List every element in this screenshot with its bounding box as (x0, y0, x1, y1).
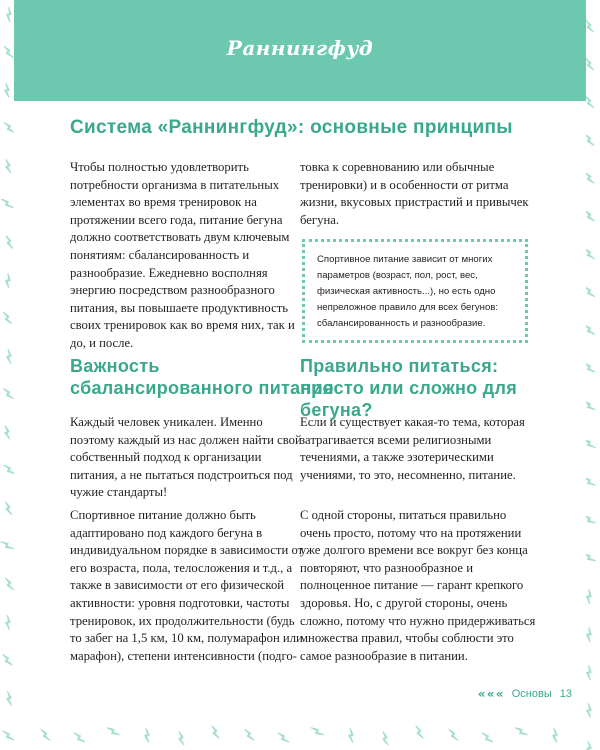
intro-right-paragraph: товка к соревнованию или обычные тренировки) и в особенности от ритма жизни, вкусовых пристрастий и привычек бегуна. (300, 160, 529, 227)
section-right-paragraph-1: Если и существует какая-то тема, которая затрагивается всеми религиозными течениями, а также эзотерическими учениями, то это, несомненно, питание. (300, 415, 525, 482)
header-banner (14, 0, 586, 101)
section-right-heading-line2: просто или сложно для бегуна? (300, 378, 518, 420)
tip-box: Спортивное питание зависит от многих параметров (возраст, пол, рост, вес, физическая активность...), но есть одно непреложное правило для всех бегунов: сбалансированность и разнообразие. (302, 239, 528, 343)
footer-section-label: Основы (511, 688, 552, 700)
section-left-paragraph-2: Спортивное питание должно быть адаптировано под каждого бегуна в индивидуальном порядке в зависимости от его возраста, пола, телосложения и т.д., а также в зависимости от его физической активности: уровня подготовки, частоты тренировок, их продолжительности (будь то забег на 1,5 км, 10 км, полумарафон или марафон), степени интенсивности (подго- (70, 508, 304, 663)
section-left-heading (70, 355, 334, 399)
section-right-heading-line1: Правильно питаться: (300, 356, 499, 376)
page-number: 13 (559, 688, 572, 700)
section-left-heading-line1: Важность (70, 356, 160, 376)
main-heading: Система «Раннингфуд»: основные принципы (70, 117, 513, 138)
section-right-heading (300, 355, 586, 421)
intro-left-paragraph: Чтобы полностью удовлетворить потребности организма в питательных элементах во время тренировок на протяжении всего года, питание бегуна должно соответствовать двум ключевым понятиям: сбалансированность и разнообразие. Ежедневно восполняя энергию посредством разнообразного питания, вы повышаете продуктивность своих тренировок как во время них, так и до, и после. (70, 160, 295, 350)
page-content (14, 101, 586, 722)
section-left-paragraph-1: Каждый человек уникален. Именно поэтому каждый из нас должен найти свой собственный подход к организации питания, а не пытаться подстроиться под чужие стандарты! (70, 415, 302, 500)
section-left-heading-line2: сбалансированного питания (70, 378, 334, 398)
banner-title: Раннингфуд (226, 36, 374, 60)
section-right-paragraph-2: С одной стороны, питаться правильно очень просто, потому что на протяжении уже долгого времени все вокруг без конца повторяют, что разнообразное и полноценное питание — гарант крепкого здоровья. Но, с другой стороны, очень сложно, потому что нужно придерживаться множества правил, чтобы соблюсти это самое разнообразие в питании. (300, 508, 536, 663)
chevrons-icon: « « « (477, 687, 504, 701)
page-footer (478, 688, 572, 700)
